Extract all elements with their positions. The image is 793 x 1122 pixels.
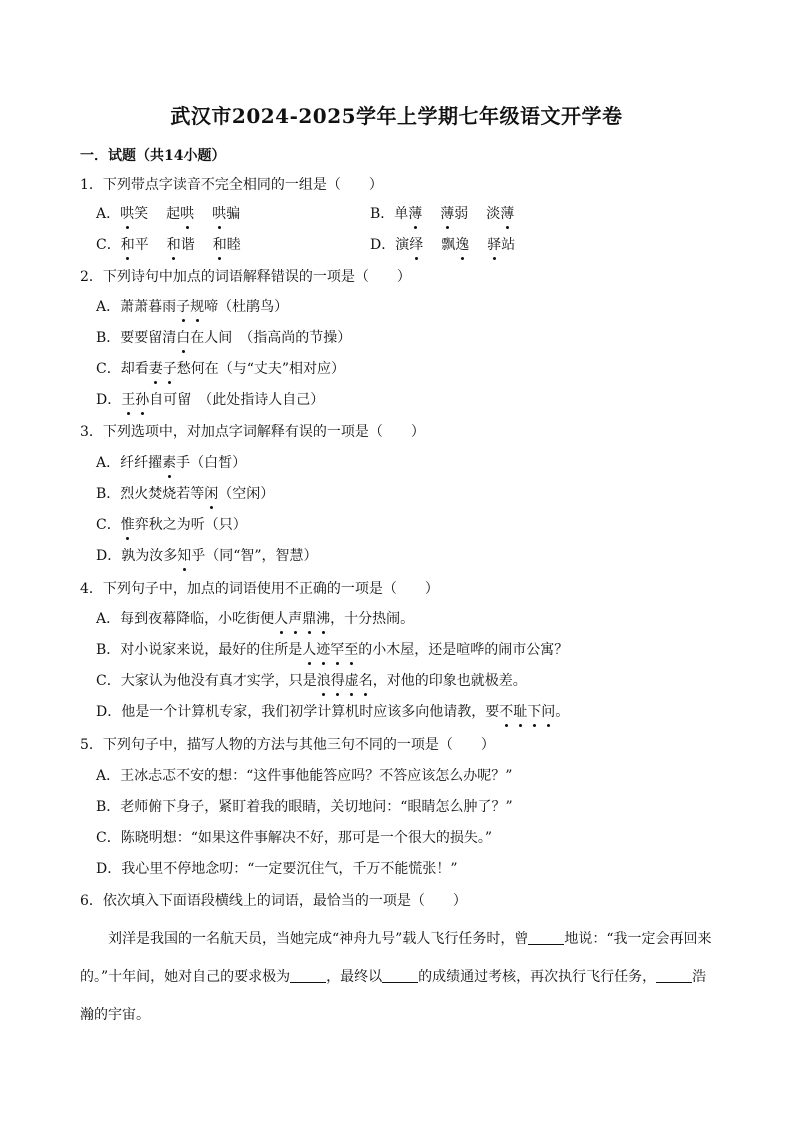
section-heading: 一．试题（共14小题） xyxy=(80,148,226,164)
q3-option-d: D．孰为汝多知乎（同“智”，智慧） xyxy=(96,548,318,564)
q6-passage: 刘洋是我国的一名航天员，当她完成“神舟九号”载人飞行任务时，曾 地说：“我一定会再回来的。”十年间，她对自己的要求极为 ，最终以 的成绩通过考核，再次执行飞行任务， 浩瀚的宇宙。 xyxy=(80,931,712,1023)
question-1-stem: 1．下列带点字读音不完全相同的一组是（ ） xyxy=(80,177,383,193)
page-title: 武汉市2024-2025学年上学期七年级语文开学卷 xyxy=(170,104,623,128)
q2-option-c: C．却看妻子愁何在（与“丈夫”相对应） xyxy=(96,361,346,377)
question-2-stem: 2．下列诗句中加点的词语解释错误的一项是（ ） xyxy=(80,269,411,285)
q4-option-a: A．每到夜幕降临，小吃街便人声鼎沸，十分热闹。 xyxy=(96,611,415,627)
q5-option-d: D．我心里不停地念叨：“一定要沉住气，千万不能慌张！” xyxy=(96,861,458,877)
blank-3 xyxy=(382,968,418,983)
q4-option-d: D．他是一个计算机专家，我们初学计算机时应该多向他请教，要不耻下问。 xyxy=(96,704,570,720)
question-5-stem: 5．下列句子中，描写人物的方法与其他三句不同的一项是（ ） xyxy=(80,737,495,753)
q1-option-b: B．单薄 薄弱 淡薄 xyxy=(370,206,515,222)
q5-option-b: B．老师俯下身子，紧盯着我的眼睛，关切地问：“眼睛怎么肿了？” xyxy=(96,799,513,815)
q1-option-c: C．和平 和谐 和睦 xyxy=(96,237,241,253)
question-3-stem: 3．下列选项中，对加点字词解释有误的一项是（ ） xyxy=(80,424,425,440)
q3-option-b: B．烈火焚烧若等闲（空闲） xyxy=(96,486,275,502)
blank-2 xyxy=(290,968,326,983)
blank-4 xyxy=(656,968,692,983)
q2-option-b: B．要要留清白在人间 （指高尚的节操） xyxy=(96,330,352,346)
q5-option-c: C．陈晓明想：“如果这件事解决不好，那可是一个很大的损失。” xyxy=(96,830,493,846)
q1-option-a: A．哄笑 起哄 哄骗 xyxy=(96,206,241,222)
question-4-stem: 4．下列句子中，加点的词语使用不正确的一项是（ ） xyxy=(80,581,439,597)
question-6-stem: 6．依次填入下面语段横线上的词语，最恰当的一项是（ ） xyxy=(80,893,467,909)
q3-option-a: A．纤纤擢素手（白皙） xyxy=(96,455,247,471)
blank-1 xyxy=(528,930,564,945)
q5-option-a: A．王冰忐忑不安的想：“这件事他能答应吗？不答应该怎么办呢？” xyxy=(96,768,513,784)
q4-option-b: B．对小说家来说，最好的住所是人迹罕至的小木屋，还是喧哗的闹市公寓？ xyxy=(96,642,569,658)
q2-option-d: D．王孙自可留 （此处指诗人自己） xyxy=(96,392,325,408)
q2-option-a: A．萧萧暮雨子规啼（杜鹃鸟） xyxy=(96,299,289,315)
q3-option-c: C．惟弈秋之为听（只） xyxy=(96,517,247,533)
q4-option-c: C．大家认为他没有真才实学，只是浪得虚名，对他的印象也就极差。 xyxy=(96,673,527,689)
q1-option-d: D．演绎 飘逸 驿站 xyxy=(370,237,516,253)
